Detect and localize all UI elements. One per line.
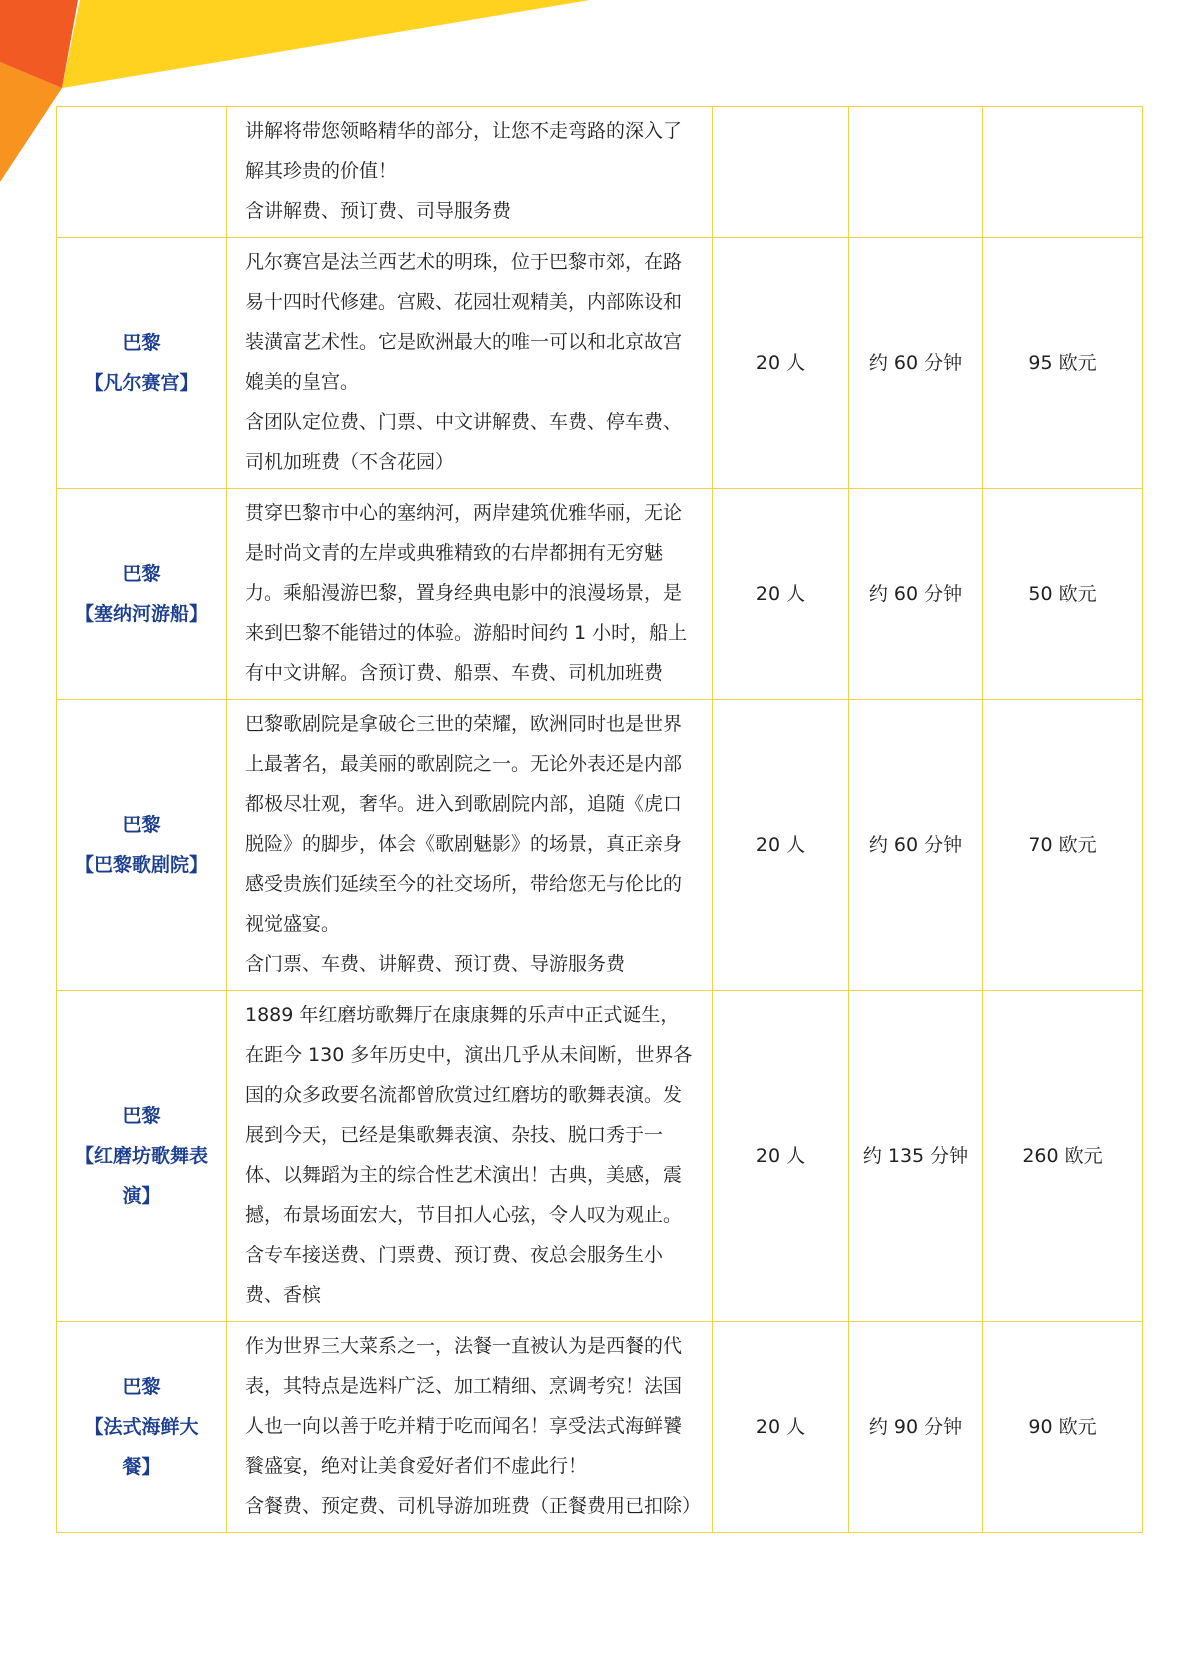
includes-text: 含讲解费、预订费、司导服务费	[245, 200, 512, 222]
table-row	[57, 107, 1143, 238]
tour-table	[56, 106, 1143, 1533]
duration-cell	[849, 107, 983, 238]
table-row	[57, 991, 1143, 1322]
includes-text: 含餐费、预定费、司机导游加班费（正餐费用已扣除）	[245, 1495, 702, 1517]
description-cell	[227, 1322, 713, 1533]
includes-text: 含团队定位费、门票、中文讲解费、车费、停车费、司机加班费（不含花园）	[245, 411, 683, 473]
description-cell	[227, 489, 713, 700]
duration-cell: 约 60 分钟	[849, 238, 983, 489]
attraction-name-cell	[57, 489, 227, 700]
attraction-label: 【法式海鲜大餐】	[84, 1416, 199, 1478]
yellow-stripe	[62, 0, 590, 88]
group-size-cell	[713, 107, 849, 238]
city-label: 巴黎	[122, 1376, 161, 1398]
duration-cell: 约 90 分钟	[849, 1322, 983, 1533]
attraction-name-cell	[57, 1322, 227, 1533]
description-cell	[227, 238, 713, 489]
attraction-name-cell	[57, 238, 227, 489]
duration-cell: 约 135 分钟	[849, 991, 983, 1322]
city-label: 巴黎	[122, 563, 161, 585]
attraction-label: 【凡尔赛宫】	[84, 372, 199, 394]
duration-cell: 约 60 分钟	[849, 489, 983, 700]
attraction-name-cell	[57, 700, 227, 991]
group-size-cell: 20 人	[713, 1322, 849, 1533]
description-cell	[227, 700, 713, 991]
attraction-label: 【巴黎歌剧院】	[74, 854, 208, 876]
attraction-name-cell	[57, 107, 227, 238]
description-text: 讲解将带您领略精华的部分，让您不走弯路的深入了解其珍贵的价值！	[245, 120, 683, 182]
description-text: 巴黎歌剧院是拿破仑三世的荣耀，欧洲同时也是世界上最著名，最美丽的歌剧院之一。无论外表还是内部都极尽壮观，奢华。进入到歌剧院内部，追随《虎口脱险》的脚步，体会《歌剧魅影》的场景，真正亲身感受贵族们延续至今的社交场所，带给您无与伦比的视觉盛宴。	[245, 713, 683, 935]
table-row	[57, 489, 1143, 700]
price-cell: 70 欧元	[983, 700, 1143, 991]
tour-table-body	[57, 107, 1143, 1533]
group-size-cell: 20 人	[713, 238, 849, 489]
description-text: 1889 年红磨坊歌舞厅在康康舞的乐声中正式诞生，在距今 130 多年历史中，演出几乎从未间断，世界各国的众多政要名流都曾欣赏过红磨坊的歌舞表演。发展到今天，已经是集歌舞表演、杂技、脱口秀于一体、以舞蹈为主的综合性艺术演出！古典，美感，震撼，布景场面宏大，节目扣人心弦，令人叹为观止。	[245, 1004, 693, 1226]
duration-cell: 约 60 分钟	[849, 700, 983, 991]
price-cell: 95 欧元	[983, 238, 1143, 489]
group-size-cell: 20 人	[713, 991, 849, 1322]
description-text: 作为世界三大菜系之一，法餐一直被认为是西餐的代表，其特点是选料广泛、加工精细、烹调考究！法国人也一向以善于吃并精于吃而闻名！享受法式海鲜饕餮盛宴，绝对让美食爱好者们不虚此行！	[245, 1335, 683, 1477]
description-text: 凡尔赛宫是法兰西艺术的明珠，位于巴黎市郊，在路易十四时代修建。宫殿、花园壮观精美，内部陈设和装潢富艺术性。它是欧洲最大的唯一可以和北京故宫媲美的皇宫。	[245, 251, 683, 393]
attraction-name-cell	[57, 991, 227, 1322]
price-cell: 90 欧元	[983, 1322, 1143, 1533]
city-label: 巴黎	[122, 1105, 161, 1127]
city-label: 巴黎	[122, 814, 161, 836]
description-text: 贯穿巴黎市中心的塞纳河，两岸建筑优雅华丽，无论是时尚文青的左岸或典雅精致的右岸都拥有无穷魅力。乘船漫游巴黎，置身经典电影中的浪漫场景，是来到巴黎不能错过的体验。游船时间约 1 小时，船上有中文讲解。含预订费、船票、车费、司机加班费	[245, 502, 688, 684]
description-cell	[227, 107, 713, 238]
group-size-cell: 20 人	[713, 700, 849, 991]
attraction-label: 【塞纳河游船】	[74, 603, 208, 625]
price-cell	[983, 107, 1143, 238]
price-cell: 260 欧元	[983, 991, 1143, 1322]
includes-text: 含门票、车费、讲解费、预订费、导游服务费	[245, 953, 626, 975]
table-row	[57, 1322, 1143, 1533]
price-cell: 50 欧元	[983, 489, 1143, 700]
city-label: 巴黎	[122, 332, 161, 354]
group-size-cell: 20 人	[713, 489, 849, 700]
table-row	[57, 700, 1143, 991]
description-cell	[227, 991, 713, 1322]
table-row	[57, 238, 1143, 489]
attraction-label: 【红磨坊歌舞表演】	[74, 1145, 208, 1207]
includes-text: 含专车接送费、门票费、预订费、夜总会服务生小费、香槟	[245, 1244, 664, 1306]
